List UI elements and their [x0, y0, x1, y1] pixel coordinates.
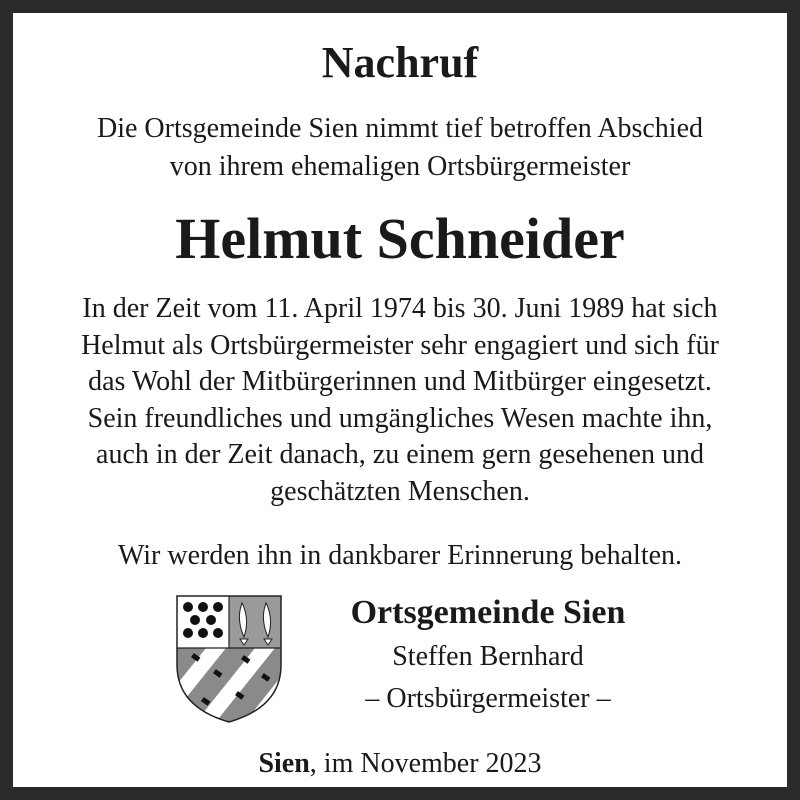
intro-text: [26, 110, 774, 186]
body-text: [26, 291, 774, 510]
place-name: Sien: [258, 748, 310, 779]
coat-of-arms-icon: [176, 595, 282, 723]
body-line: Helmut als Ortsbürgermeister sehr engagiert und sich für: [81, 329, 719, 361]
signature-block: [286, 591, 690, 719]
body-line: In der Zeit vom 11. April 1974 bis 30. Juni 1989 hat sich: [82, 293, 718, 324]
signature-organization: Ortsgemeinde Sien: [350, 594, 626, 631]
signature-person: Steffen Bernhard: [392, 641, 584, 672]
notice-title: Nachruf: [321, 38, 479, 87]
notice-content: [26, 26, 774, 779]
body-line: das Wohl der Mitbürgerinnen und Mitbürger eingesetzt.: [88, 366, 712, 397]
coat-of-arms-svg: [176, 595, 282, 723]
intro-line: Die Ortsgemeinde Sien nimmt tief betroffen Abschied: [96, 113, 703, 144]
signature-role: – Ortsbürgermeister –: [365, 683, 611, 714]
deceased-name: Helmut Schneider: [175, 206, 625, 271]
body-line: geschätzten Menschen.: [270, 475, 530, 507]
intro-line: von ihrem ehemaligen Ortsbürgermeister: [169, 151, 631, 182]
body-line: auch in der Zeit danach, zu einem gern gesehenen und: [96, 439, 704, 470]
date-text: , im November 2023: [309, 748, 542, 779]
body-line: Sein freundliches und umgängliches Wesen machte ihn,: [87, 402, 713, 434]
place-date: [26, 746, 774, 782]
closing-text: Wir werden ihn in dankbarer Erinnerung behalten.: [117, 540, 683, 571]
